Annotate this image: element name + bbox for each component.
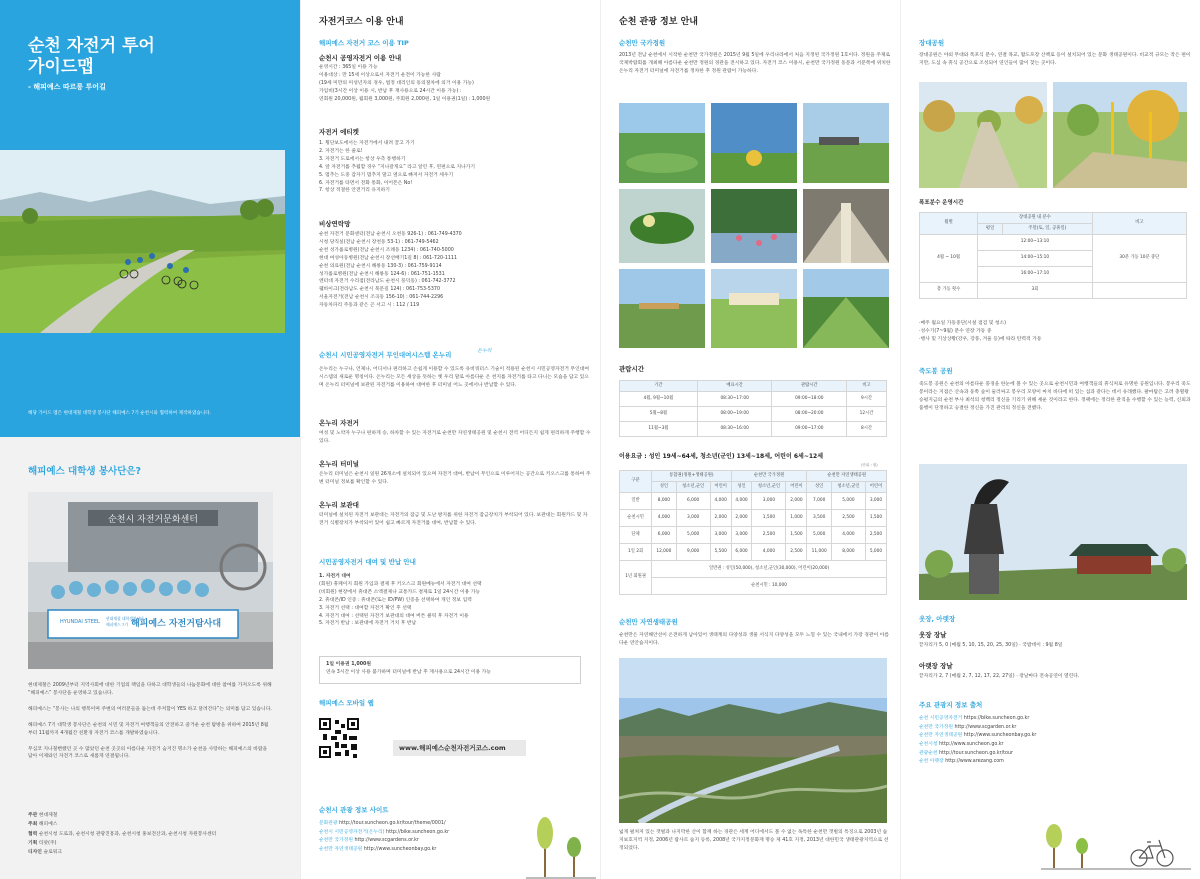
org-link[interactable]: 순천 아랫장 http://www.arezang.com — [919, 759, 1004, 765]
guide-title: 자전거코스 이용 안내 — [319, 17, 404, 27]
cover-panel — [0, 0, 300, 879]
site-link[interactable]: 순천만 자연생태공원 http://www.suncheonbay.go.kr — [319, 846, 437, 852]
cover-photo-cyclists — [0, 150, 285, 333]
etiquette-title: 자전거 에티켓 — [319, 128, 359, 136]
bicycle-illustration — [1041, 820, 1191, 874]
credit-row: 기획 티팟(주) — [28, 841, 57, 847]
fee-box: 1일 이용권 1,000원 연속 3시간 이상 사용 불가하며 터미널에 반납 후 재사용으로 24시간 이용 가능 — [319, 656, 581, 684]
site-link[interactable]: 문화관광 http://tour.suncheon.go.kr/tour/theme/0001/ — [319, 821, 446, 826]
eco-desc: 순천만은 자연해안선이 온전하게 남아있어 생태계의 다양성과 생물 서식지 다양성을 모두 느낄 수 있는 국내에서 가장 경관이 아름다운 연안습지이다. — [619, 633, 889, 646]
jangdae-desc: 장대공원은 야외 무대와 폭포식 분수, 연결 목교, 활도포장 산책로 등이 설치되어 있는 문화 생태공원이다. 비교적 규모는 작은 편이지만, 도심 속 휴식 공간으로 조성되어 연인들이 많이 찾는 곳이다. — [919, 53, 1191, 66]
cover-block — [0, 0, 300, 437]
jukdo-title: 죽도봉 공원 — [919, 367, 953, 375]
tourism-panel — [600, 0, 900, 879]
volunteer-paragraphs: 현대제철은 2009년부터 지역사회에 대한 기업의 책임을 다하고 대학생들의 나눔문화에 대한 참여를 가져오도록 위해 “해피예스” 봉사단을 운영하고 있습니다. 해피예스는 “봉사는 나의 행복이며 주변의 여러분들을 돕는데 주저함이 YES 하고 달려간다”는 의미를 담고 있습니다. 해피예스 7기 대학생 봉사단은 순천의 시민 및 자전거 여행객들의 안전하고 즐거운 순천 탐방을 위하여 2015년 8월부터 11월까지 4개월간 친환경 자전거 코스를 개발하였습니다. 무심코 지나칠뻔했던 곳 수 많았던 순천 곳곳의 아름다운 자전거 숨겨진 명소가 순천을 사랑하는 해피예스의 바람을 담아 이제와인 자전거 코스로 새롭게 연결됩니다. — [28, 683, 272, 760]
mobile-url[interactable]: www.해피예스순천자전거코스.com — [393, 740, 526, 756]
volunteer-section — [0, 437, 300, 879]
nuri-title: 순천시 시민공영자전거 무인대여시스템 온누리 — [319, 351, 452, 359]
tourism-title: 순천 관광 정보 안내 — [619, 17, 698, 27]
eco-photo-bay — [619, 658, 887, 823]
arae-title: 아랫장 장날 — [919, 662, 953, 670]
credits — [28, 811, 288, 858]
contacts-list: 순천 자전거 문화센터(전남 순천시 오천동 926-1) : 061-749-4370 시청 당직실(전남 순천시 장천동 53-1) : 061-749-5462 순천 성가롤로병원(전남 순천시 조례동 1234) : 061-740-5000 현대 여성아동병원(전남 순천시 장선배기1길 8) : 061-720-1111 순천 의료원(전남 순천시 해룡동 130-3) : 061-759-9114 성가롤로병원(전남 순천시 해룡동 124-6) : 061-751-1531 엔터대 자전거 수리점(전라남도 순천시 풍덕동) : 061-742-3772 웰바이크(전라남도 순천시 북문길 124) : 061-753-5370 서울자전거(전남 순천시 조곡동 156-10) : 061-744-2296 자동차파리 주동과 같은 곤 서고 시 : 112 / 119 — [319, 232, 462, 309]
building-sign: 순천시 자전거문화센터 — [108, 515, 198, 525]
nuri-rack-title: 온누리 보관대 — [319, 501, 359, 509]
credit-row: 주관 현대제철 — [28, 813, 58, 818]
nuri-bike-title: 온누리 자전거 — [319, 419, 359, 427]
credit-row: 주최 해피예스 — [28, 822, 58, 828]
fountain-title: 폭포분수 운영시간 — [919, 200, 964, 206]
sites-title: 순천시 관광 정보 사이트 — [319, 806, 389, 814]
banner-sub1: 현대제철 대학생봉사단 — [106, 616, 144, 621]
credit-row: 디자인 슬로워크 — [28, 850, 62, 856]
banner-title: 해피예스 자전거탐사대 — [130, 619, 222, 629]
howto-list: 1. 자전거 대여 (회원) 휴페이지 회원 가입과 결제 후 키오스크 회원메뉴에서 자전거 대여 선택 (비회원) 현장에서 휴대폰 소액결제나 교통카드 결제로 1일 24시간 이용 가능 2. 휴대폰/ID 인증 : 휴대폰(또는 ID/PW) 인증을 선택하여 개인 정보 입력 3. 자전거 선택 : 대여할 자전거 확인 후 선택 4. 자전거 대여 : 선택된 자전거 보관대의 대여 버튼 클릭 후 자전거 이용 5. 자전거 반납 : 보관대에 자전거 거치 후 반납 — [319, 574, 482, 627]
ut-desc: 끝자리가 5, 0 (매월 5, 10, 15, 20, 25, 30일) · 국밥데이 : 9월 8일 — [919, 643, 1063, 648]
ut-title: 웃장 장날 — [919, 631, 947, 639]
rental-title: 순천시 공영자전거 이용 안내 — [319, 54, 402, 62]
cover-title: 순천 자전거 투어 가이드맵 — [28, 36, 155, 77]
etiquette-list: 1. 횡단보도에서는 자전거에서 내려 끌고 가기 2. 자전거는 한 줄로! 3. 자전거 도로에서는 항상 우측 통행하기 4. 앞 자전거를 추월할 경우 “지나갈게요” 라고 알린 후, 왼편으로 지나가기 5. 멈추는 도중 갑자기 멈추지 말고 옆으로 빠져서 자전거 세우기 6. 자전거를 타면서 전화 통화, 이어폰은 No! 7. 항상 적절한 안전거리 유지하기 — [319, 141, 476, 194]
nuri-desc: 온누리는 누구나, 언제나, 어디서나 편리하고 손쉽게 이용할 수 있도록 유비쿼터스 기술이 적용된 순천시 시민공영자전거 무인대여시스템의 새로운 명칭이다. 온누리는 모든 세상을 뜻하는 옛 우리 말로 아름다운 온 천지를 자전거를 타고 다니는 모습을 담고 있으며 온누리 터미널에 보관된 자전거를 이용하여 대여한 후 터미널 어느 곳에서나 반납할 수 있다. — [319, 367, 589, 388]
contacts-title: 비상연락망 — [319, 220, 351, 228]
garden-title: 순천만 국가정원 — [619, 39, 666, 47]
qr-code-icon[interactable] — [319, 718, 359, 758]
rental-lines: 운영시간 : 365일 이용 가능 이용대상 : 만 15세 이상으로서 자전거 운전이 가능한 사람 (19세 미만의 미성년자의 경우, 법정 대리인의 동의절차에 의거 이용 가능) 가입비(3시간 이상 이용 시, 반납 후 재사용으로 24시간 이용 가능) : 연회원 20,000원, 월회원 3,000원, 주회원 2,000원, 1일 이용권(1일) : 1,000원 — [319, 65, 491, 102]
org-link[interactable]: 순천 시민공영자전거 https://bike.suncheon.go.kr — [919, 716, 1030, 721]
fee-table: 구분 통합권(정원+생태공원) 순천만 국가정원 순천만 자연생태공원 성인 청소년,군인 어린이 성인 청소년,군인 어린이 성인 청소년,군인 어린이 일반 8,000 6,000 4,000 4,000 3,000 2,000 7,000 5,000 3,000 순천시민 4,000 3,000 2,000 2,000 1,500 1,000 3,500 2,500 1,500 단체 6,000 5,000 3,000 3,000 2,500 1,500 5,000 4,000 2,500 1일 2회 12,000 9,000 5,500 6,000 4,000 2,500 11,000 8,000 5,000 1년 회원권 일반권 : 성인(50,000), 청소년,군인(30,000), 어린이(20,000) 순천시민 : 10,000 — [619, 470, 887, 595]
org-link[interactable]: 순천시청 http://www.suncheon.go.kr — [919, 741, 1004, 747]
jukdo-desc: 죽도봉 공원은 순천의 아름다운 풍경을 한눈에 볼 수 있는 곳으로 순천시민과 여행객들의 휴식처로 유명한 공원입니다. 봉우리 죽도봉이라는 지점은 산속과 동쪽 숲이 둘러싸고 봉우리 모양이 마치 바다에 떠 있는 섬과 같다는 데서 유래했다. 팔마탑은 고려 충렬왕 승평지금의 순천 부사 최석의 청백리 정신을 기리기 위해 세운 것이라고 한다. 정팩에는 정리한 관직을 수행할 수 있는 능력, 신뢰과 품행이 단정하고 숭결한 정신을 가진 관리의 정신을 전했다. — [919, 382, 1191, 411]
tip-title: 해피예스 자전거 코스 이용 TIP — [319, 39, 409, 47]
arae-desc: 끝자리가 2, 7 (매월 2, 7, 12, 17, 22, 27일) · 장날마다 전속공연이 열린다. — [919, 674, 1080, 679]
volunteer-group-photo — [28, 492, 273, 669]
jukdo-photo — [919, 464, 1187, 600]
org-link[interactable]: 관광순천 http://tour.suncheon.go.kr/tour — [919, 750, 1014, 756]
site-link[interactable]: 순천시 시민공영자전거(온누리) http://bike.suncheon.go.kr — [319, 829, 450, 835]
fee-title: 이용요금 : 성인 19세~64세, 청소년(군인) 13세~18세, 어린이 6세~12세 — [619, 453, 823, 460]
mobile-title: 해피예스 모바일 웹 — [319, 699, 374, 707]
trees-illustration — [526, 815, 596, 879]
parks-panel — [900, 0, 1200, 879]
volunteer-title: 해피예스 대학생 봉사단은? — [28, 466, 142, 477]
site-link[interactable]: 순천만 국가정원 http://www.scgardens.or.kr — [319, 838, 419, 844]
jangdae-photo-2 — [1053, 82, 1187, 188]
fountain-table: 월별 장대공원 내 분수 비고 평일 주말(토, 일, 공휴일) 4월 ~ 10월 12:00~13:10 30분 가동 10분 중단 14:00~15:10 16:00~17:10 총 가동 횟수 3회 — [919, 212, 1187, 299]
eco-desc2: 넓게 펼쳐져 있는 갯벌과 나지막한 산이 함께 하는 경관은 세계 어디에서도 볼 수 없는 독특한 순천만 갯벌의 특징으로 2003년 습지보호지역 지정, 2006년 람사르 습지 등록, 2008년 국가지정문화재 명승 제 41호 지정, 2013년 대한민국 생태관광지역으로 선정되었다. — [619, 830, 889, 851]
fountain-notes: ·매주 월요일 가동중단(시설 점검 및 청소) ·성수기(7~9월) 분수 연장 가동 중 ·행사 및 기상상황(강우, 강풍, 겨울 등)에 따라 탄력적 가동 — [919, 321, 1042, 342]
banner-sub2: 해피예스 7기 — [106, 622, 128, 627]
hours-title: 관람시간 — [619, 365, 645, 373]
jangdae-title: 장대공원 — [919, 39, 945, 47]
org-link[interactable]: 순천만 국가정원 http://www.scgarden.or.kr — [919, 724, 1017, 730]
orgs-list — [919, 715, 1149, 767]
cover-note: 해당 가이드 맵은 현대제철 대학생 봉사단 해피예스 7기 순천시와 협력하여 제작하였습니다. — [28, 411, 212, 416]
nuri-rack-desc: 터미널에 설치된 자전거 보관대는 자전거의 잠금 및 도난 방지를 위한 자전거 잠금장치가 부착되어 있다. 보관대는 회원카드 및 자전거 식별장치가 부착되어 있어 쉽고 빠르게 자전거를 대여, 반납할 수 있다. — [319, 513, 588, 526]
orgs-title: 주요 관광지 정보 출처 — [919, 701, 983, 709]
cover-subtitle: - 해피예스 따르릉 투어길 — [28, 83, 106, 91]
banner-logo: HYUNDAI STEEL — [60, 619, 100, 625]
fee-unit: (단위 : 원) — [861, 463, 878, 467]
sites-list — [319, 820, 539, 855]
nuri-logo: 온누리 — [477, 348, 492, 354]
garden-photo-grid — [619, 103, 889, 348]
jangdae-photo-1 — [919, 82, 1047, 188]
nuri-term-title: 온누리 터미널 — [319, 460, 359, 468]
eco-title: 순천만 자연생태공원 — [619, 618, 678, 626]
hours-table: 기간 매표시간 관람시간 비고 4월, 9월~10월 08:30~17:00 09:00~18:00 9시간 5월~8월 08:00~19:00 08:00~20:00 12시간 11월~3월 08:30~16:00 09:00~17:00 8시간 — [619, 380, 887, 437]
howto-title: 시민공영자전거 대여 및 반납 안내 — [319, 558, 416, 566]
nuri-bike-desc: 여성 및 노약자 누구나 편하게 승, 하차할 수 있는 자전거로 순천만 자연생태공원 및 순천시 전역 어디든지 쉽게 편리하게 주행할 수 있다. — [319, 431, 591, 444]
credit-row: 협력 순천시청 도로과, 순천시청 관광진흥과, 순천시청 홍보전산과, 순천시청 자원봉사센터 — [28, 831, 217, 837]
org-link[interactable]: 순천만 자연생태공원 http://www.suncheonbay.go.kr — [919, 733, 1037, 739]
garden-desc: 2013년 전남 순천에서 시작한 순천만 국가정원은 2015년 9월 5일에 우리나라에서 처음 지정된 국가정원 1호이다. 정원을 주제로 국제박람회를 개최해 아름다운 순천만 정원의 경관을 전시하고 있다. 자전거 코스 이용시, 순천만 국가정원 동문과 서문쪽에 위치한 온누리 자전거 터미널에 자전거를 정차한 후 정원 관람이 가능하다. — [619, 53, 891, 74]
market-title: 웃장, 아랫장 — [919, 615, 956, 623]
guide-panel — [300, 0, 600, 879]
nuri-term-desc: 온누리 터미널은 순천시 일원 26개소에 설치되어 있으며 자전거 대여, 반납이 무인으로 이루어지는 공간으로 키오스크를 통하여 주변 터미널 정보를 확인할 수 있다. — [319, 472, 591, 485]
